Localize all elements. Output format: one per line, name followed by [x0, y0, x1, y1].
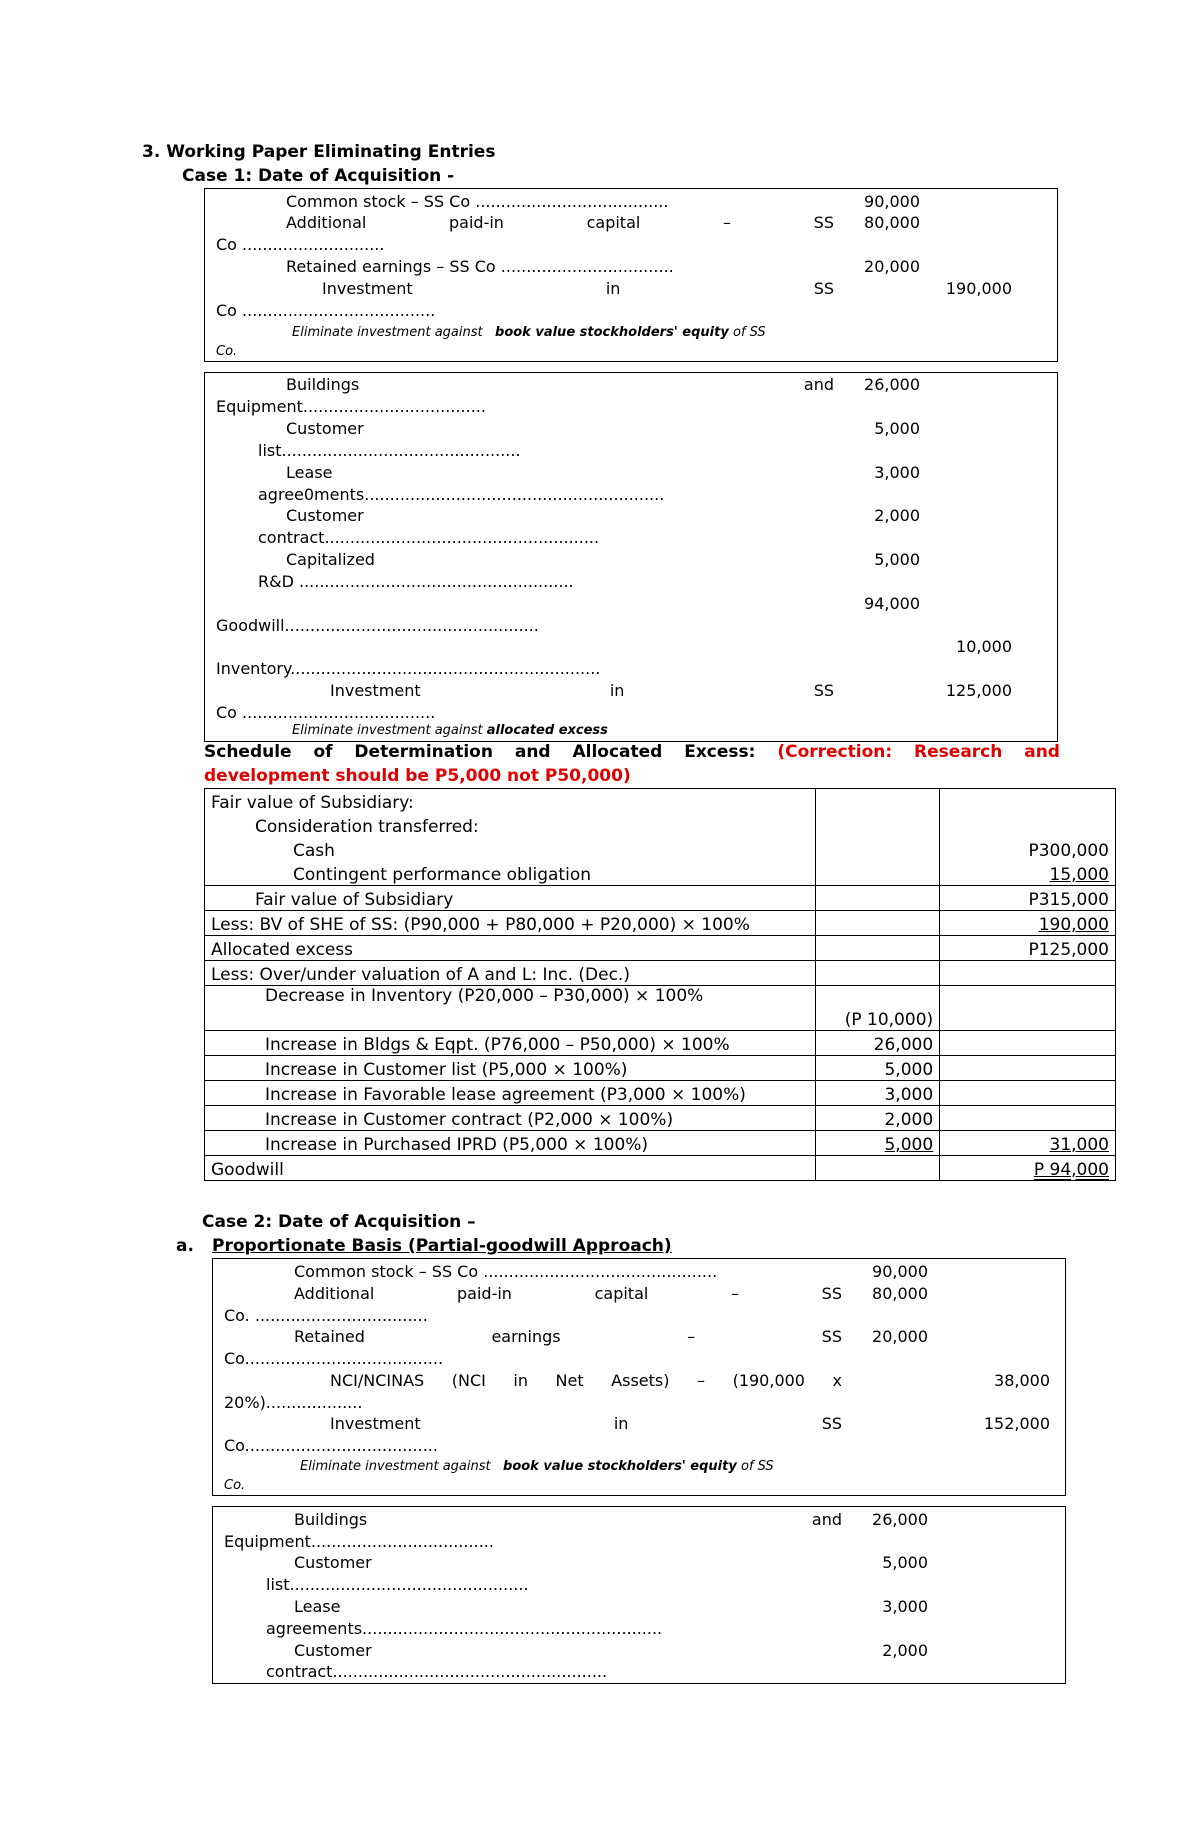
journal-account-cont: Co. ..................................: [224, 1306, 428, 1325]
journal-account: Common stock – SS Co ......................................: [286, 192, 669, 211]
journal-account: Capitalized: [286, 550, 375, 569]
journal-account: Investment in SS: [330, 1414, 842, 1433]
journal-account: Retained earnings – SS: [294, 1327, 842, 1346]
journal-account-cont: list...............................................: [266, 1575, 529, 1594]
table-row: [205, 813, 1116, 837]
journal-debit: 94,000: [864, 594, 920, 613]
journal-account-cont: Equipment....................................: [216, 397, 486, 416]
journal-debit: 2,000: [874, 506, 920, 525]
journal-debit: 20,000: [864, 257, 920, 276]
journal-debit: 20,000: [872, 1327, 928, 1346]
table-row: [205, 886, 1116, 911]
schedule-amount: 3,000: [816, 1081, 940, 1106]
journal-account: Customer: [294, 1553, 372, 1572]
case2-title: Case 2: Date of Acquisition –: [202, 1212, 476, 1232]
journal-account: Lease: [294, 1597, 341, 1616]
schedule-label: Goodwill: [205, 1156, 816, 1181]
journal-account: Investment in SS: [330, 681, 834, 700]
journal-account: Buildings and: [294, 1510, 842, 1529]
journal-account-cont: Co ......................................: [216, 301, 436, 320]
journal-account: Inventory.............................................................: [216, 659, 601, 678]
schedule-amount: 5,000: [816, 1131, 940, 1156]
journal-account-cont: Co ............................: [216, 235, 385, 254]
schedule-table: [204, 788, 1116, 1181]
entry-explanation-cont: Co.: [216, 344, 238, 359]
table-row: [205, 789, 1116, 814]
journal-account-cont: agreements...........................................................: [266, 1619, 663, 1638]
journal-account: Additional paid-in capital – SS: [286, 213, 834, 232]
journal-debit: 5,000: [874, 550, 920, 569]
schedule-heading: Schedule of Determination and Allocated Excess: (Correction: Research and: [204, 742, 1060, 762]
schedule-amount: 31,000: [940, 1131, 1116, 1156]
correction-note: development should be P5,000 not P50,000): [204, 766, 631, 786]
case2-sub-letter: a.: [176, 1236, 194, 1256]
journal-credit: 10,000: [956, 637, 1012, 656]
case2-sub-title: Proportionate Basis (Partial-goodwill Approach): [212, 1236, 672, 1256]
schedule-amount: 15,000: [940, 861, 1116, 886]
entry-explanation: Eliminate investment against book value stockholders' equity of SS: [300, 1459, 774, 1474]
schedule-label: Contingent performance obligation: [205, 861, 816, 886]
schedule-label: Increase in Favorable lease agreement (P3,000 × 100%): [205, 1081, 816, 1106]
schedule-amount: 2,000: [816, 1106, 940, 1131]
table-row: [205, 986, 1116, 1031]
table-row: [205, 861, 1116, 886]
schedule-amount: (P 10,000): [816, 986, 940, 1031]
journal-debit: 3,000: [882, 1597, 928, 1616]
journal-account-cont: 20%)...................: [224, 1393, 363, 1412]
journal-account-cont: list...............................................: [258, 441, 521, 460]
table-row: [205, 1081, 1116, 1106]
table-row: [205, 1131, 1116, 1156]
table-row: [205, 1031, 1116, 1056]
journal-debit: 5,000: [874, 419, 920, 438]
schedule-label: Cash: [205, 837, 816, 861]
journal-account-cont: Equipment....................................: [224, 1532, 494, 1551]
journal-debit: 3,000: [874, 463, 920, 482]
journal-debit: 80,000: [864, 213, 920, 232]
schedule-label: Less: BV of SHE of SS: (P90,000 + P80,000 + P20,000) × 100%: [205, 911, 816, 936]
schedule-label: Fair value of Subsidiary: [205, 886, 816, 911]
schedule-label: Consideration transferred:: [205, 813, 816, 837]
journal-account: Buildings and: [286, 375, 834, 394]
journal-debit: 26,000: [864, 375, 920, 394]
schedule-label: Decrease in Inventory (P20,000 – P30,000) × 100%: [205, 986, 816, 1031]
journal-account: Common stock – SS Co ..............................................: [294, 1262, 718, 1281]
journal-account: Retained earnings – SS Co ..................................: [286, 257, 674, 276]
case1-title: Case 1: Date of Acquisition -: [182, 166, 455, 186]
schedule-amount: 5,000: [816, 1056, 940, 1081]
schedule-label: Increase in Customer contract (P2,000 × 100%): [205, 1106, 816, 1131]
schedule-amount: P 94,000: [940, 1156, 1116, 1181]
journal-account-cont: Co ......................................: [216, 703, 436, 722]
table-row: [205, 1156, 1116, 1181]
journal-account-cont: agree0ments...........................................................: [258, 485, 665, 504]
journal-account: Customer: [286, 419, 364, 438]
journal-account: Customer: [294, 1641, 372, 1660]
journal-debit: 5,000: [882, 1553, 928, 1572]
table-row: [205, 911, 1116, 936]
journal-debit: 80,000: [872, 1284, 928, 1303]
journal-account-cont: R&D ......................................................: [258, 572, 574, 591]
journal-account: Investment in SS: [322, 279, 834, 298]
journal-account: Goodwill..................................................: [216, 616, 539, 635]
journal-debit: 2,000: [882, 1641, 928, 1660]
journal-account-cont: Co.......................................: [224, 1349, 444, 1368]
schedule-amount: P125,000: [940, 936, 1116, 961]
schedule-amount: P315,000: [940, 886, 1116, 911]
schedule-amount: P300,000: [940, 837, 1116, 861]
table-row: [205, 961, 1116, 986]
schedule-label: Increase in Bldgs & Eqpt. (P76,000 – P50,000) × 100%: [205, 1031, 816, 1056]
schedule-label: Increase in Customer list (P5,000 × 100%): [205, 1056, 816, 1081]
journal-debit: 90,000: [872, 1262, 928, 1281]
schedule-amount: 26,000: [816, 1031, 940, 1056]
journal-account: Customer: [286, 506, 364, 525]
entry-explanation: Eliminate investment against book value stockholders' equity of SS: [292, 325, 766, 340]
journal-account: NCI/NCINAS (NCI in Net Assets) – (190,000 x: [330, 1371, 842, 1390]
journal-credit: 38,000: [994, 1371, 1050, 1390]
table-row: [205, 837, 1116, 861]
journal-account-cont: contract......................................................: [258, 528, 600, 547]
journal-credit: 152,000: [983, 1414, 1050, 1433]
table-row: [205, 1056, 1116, 1081]
entry-explanation-cont: Co.: [224, 1478, 246, 1493]
journal-credit: 125,000: [945, 681, 1012, 700]
journal-debit: 26,000: [872, 1510, 928, 1529]
section-title: 3. Working Paper Eliminating Entries: [142, 142, 496, 162]
journal-account-cont: Co......................................: [224, 1436, 438, 1455]
journal-debit: 90,000: [864, 192, 920, 211]
schedule-label: Fair value of Subsidiary:: [205, 789, 816, 814]
journal-credit: 190,000: [945, 279, 1012, 298]
schedule-amount: 190,000: [940, 911, 1116, 936]
journal-account: Additional paid-in capital – SS: [294, 1284, 842, 1303]
table-row: [205, 936, 1116, 961]
journal-account-cont: contract......................................................: [266, 1662, 608, 1681]
table-row: [205, 1106, 1116, 1131]
schedule-label: Increase in Purchased IPRD (P5,000 × 100%): [205, 1131, 816, 1156]
schedule-label: Allocated excess: [205, 936, 816, 961]
schedule-label: Less: Over/under valuation of A and L: Inc. (Dec.): [205, 961, 816, 986]
entry-explanation: Eliminate investment against allocated excess: [292, 723, 608, 738]
journal-account: Lease: [286, 463, 333, 482]
